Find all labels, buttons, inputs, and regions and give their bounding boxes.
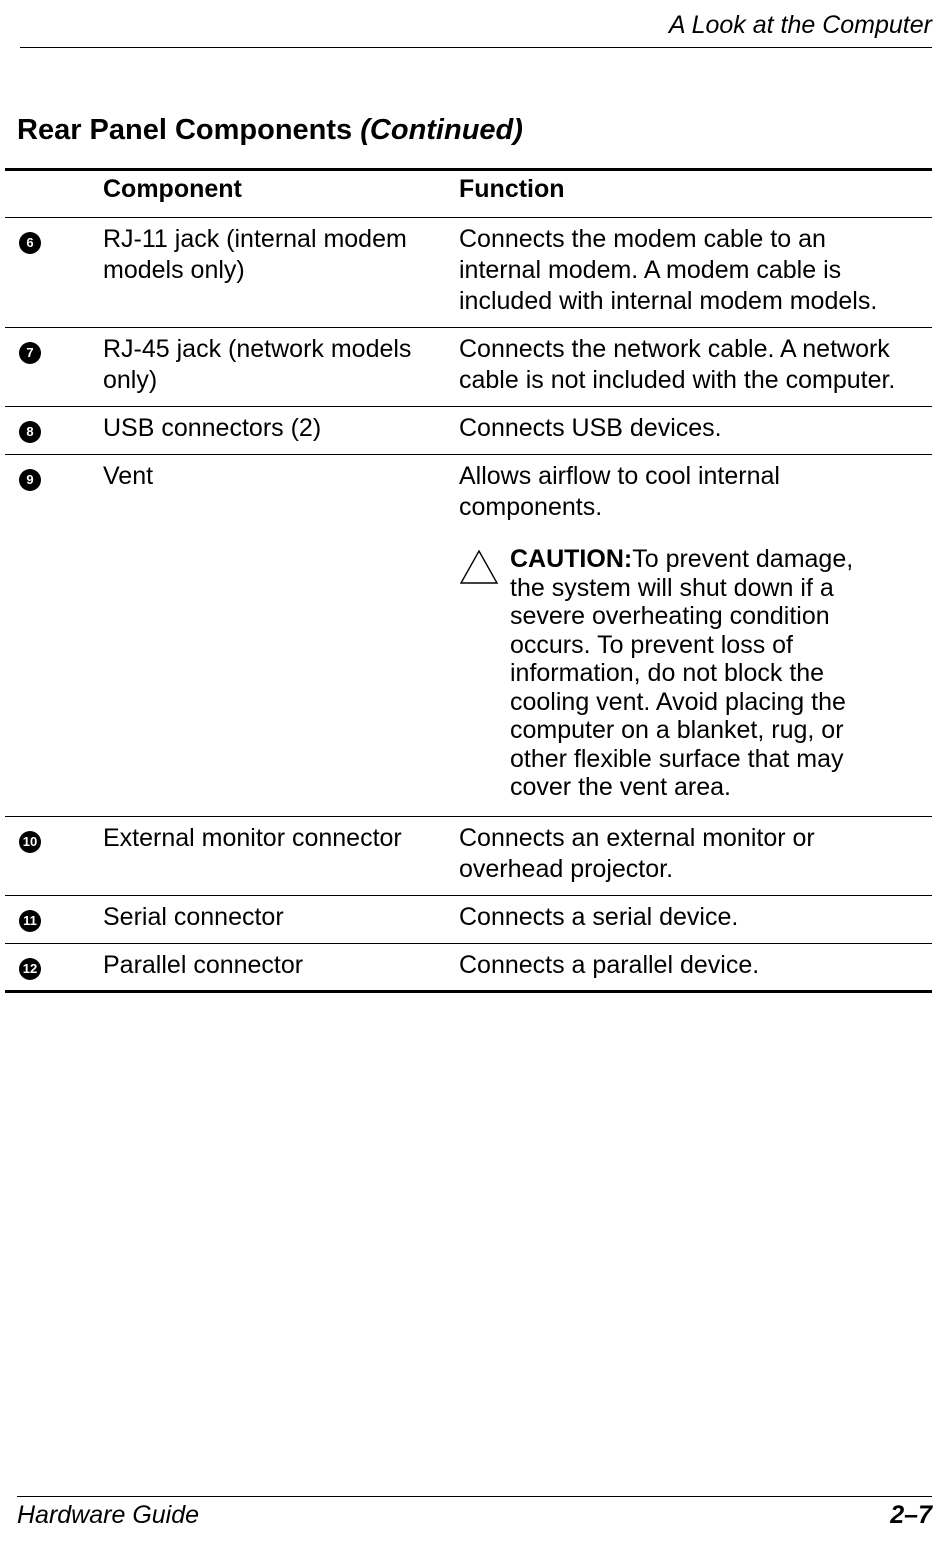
table-row: [5, 217, 932, 327]
table-row: [5, 454, 932, 816]
function-cell: [459, 823, 929, 885]
callout-badge: 10: [19, 831, 41, 853]
callout-number-cell: [19, 950, 59, 981]
caution-line: the system will shut down if a: [510, 573, 834, 602]
function-text: Connects a serial device.: [459, 903, 739, 931]
callout-number-cell: [19, 334, 59, 365]
table-row: [5, 816, 932, 895]
table-row: [5, 943, 932, 990]
section-title: [17, 112, 523, 148]
callout-badge: 8: [19, 421, 41, 443]
callout-number-cell: [19, 413, 59, 444]
caution-line: other flexible surface that may: [510, 744, 844, 773]
callout-badge: 9: [19, 469, 41, 491]
function-text: Allows airflow to cool internal: [459, 462, 780, 490]
caution-line: To prevent damage,: [632, 545, 854, 573]
footer-page-number: 2–7: [890, 1501, 932, 1529]
function-text: Connects an external monitor or: [459, 824, 815, 852]
component-text: only): [103, 366, 158, 394]
running-header-title: A Look at the Computer: [668, 11, 932, 39]
component-cell: [103, 224, 443, 286]
table-row: [5, 327, 932, 406]
caution-text: [510, 545, 853, 802]
function-text: internal modem. A modem cable is: [459, 256, 842, 284]
component-text: External monitor connector: [103, 824, 402, 852]
component-text: models only): [103, 256, 245, 284]
function-cell: [459, 950, 929, 981]
component-cell: [103, 823, 443, 854]
function-text: Connects the modem cable to an: [459, 225, 826, 253]
column-header-component: Component: [103, 175, 242, 203]
function-text: Connects the network cable. A network: [459, 335, 890, 363]
caution-line: severe overheating condition: [510, 602, 830, 630]
section-title-continued: (Continued): [360, 114, 523, 146]
function-cell: [459, 224, 929, 317]
component-text: RJ-11 jack (internal modem: [103, 225, 407, 253]
table-row: [5, 406, 932, 454]
caution-note: [459, 545, 929, 801]
caution-line: information, do not block the: [510, 659, 825, 687]
caution-line: cooling vent. Avoid placing the: [510, 687, 846, 716]
components-table: [5, 168, 932, 993]
caution-line: occurs. To prevent loss of: [510, 630, 794, 659]
section-title-text: Rear Panel Components: [17, 114, 353, 146]
function-text: components.: [459, 493, 603, 521]
callout-number-cell: [19, 823, 59, 854]
component-cell: [103, 902, 443, 933]
function-text: Connects USB devices.: [459, 414, 722, 442]
function-text: included with internal modem models.: [459, 287, 878, 315]
component-cell: [103, 950, 443, 981]
caution-triangle-icon: [459, 549, 499, 585]
component-cell: [103, 461, 443, 492]
function-text: overhead projector.: [459, 855, 674, 883]
function-cell: [459, 902, 929, 933]
callout-badge: 11: [19, 910, 41, 932]
component-text: Vent: [103, 462, 154, 490]
running-header: [20, 0, 932, 48]
component-cell: [103, 334, 443, 396]
component-text: RJ-45 jack (network models: [103, 335, 412, 363]
function-cell: [459, 334, 929, 396]
function-text: cable is not included with the computer.: [459, 366, 896, 394]
caution-label: CAUTION:: [510, 545, 633, 573]
component-cell: [103, 413, 443, 444]
caution-line: cover the vent area.: [510, 773, 731, 801]
column-header-function: Function: [459, 175, 565, 203]
component-text: USB connectors (2): [103, 414, 322, 442]
component-text: Parallel connector: [103, 951, 304, 979]
table-row: [5, 895, 932, 943]
component-text: Serial connector: [103, 903, 284, 931]
callout-number-cell: [19, 224, 59, 255]
table-header-row: [5, 171, 932, 217]
function-cell: [459, 461, 929, 799]
footer-guide-title: Hardware Guide: [17, 1501, 200, 1529]
caution-line: computer on a blanket, rug, or: [510, 716, 844, 744]
callout-badge: 7: [19, 342, 41, 364]
callout-badge: 12: [19, 958, 41, 980]
function-text: Connects a parallel device.: [459, 951, 760, 979]
callout-number-cell: [19, 902, 59, 933]
running-footer: [17, 1496, 932, 1547]
callout-number-cell: [19, 461, 59, 492]
function-cell: [459, 413, 929, 444]
callout-badge: 6: [19, 232, 41, 254]
